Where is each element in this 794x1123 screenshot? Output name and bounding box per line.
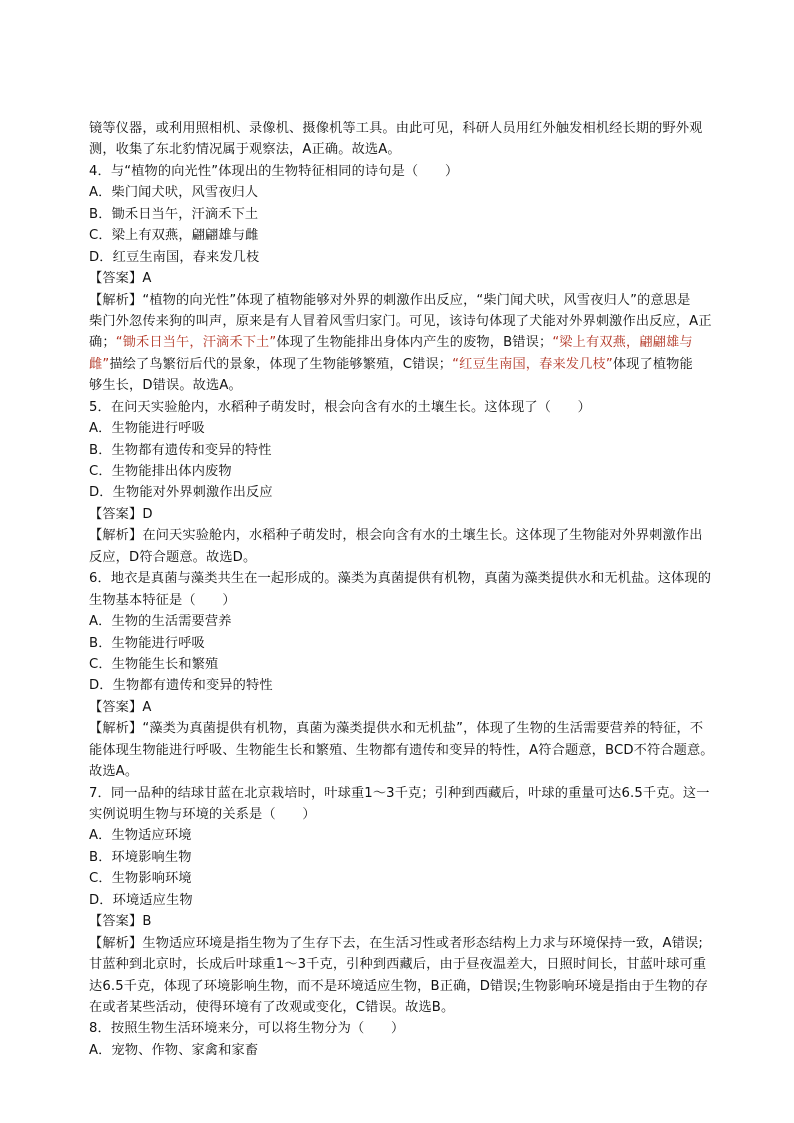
q5-analysis-line-2: 反应，D符合题意。故选D。	[89, 549, 257, 565]
q4-analysis-line-2: 柴门外忽传来狗的叫声，原来是有人冒着风雪归家门。可见，该诗句体现了犬能对外界刺激作出反应，A正	[89, 313, 712, 329]
q5-stem: 5．在问天实验舱内，水稻种子萌发时，根会向含有水的土壤生长。这体现了（ ）	[89, 399, 592, 415]
answer-value: D	[142, 506, 153, 522]
q4-option-a: A．柴门闻犬吠，风雪夜归人	[89, 185, 259, 201]
q7-option-c: C．生物影响环境	[89, 871, 192, 887]
q7-option-b: B．环境影响生物	[89, 849, 192, 865]
q7-analysis-line-3: 达6.5千克，体现了环境影响生物，而不是环境适应生物，B正确，D错误;生物影响环境是指由于生物的存	[89, 978, 709, 994]
analysis-text: 在问天实验舱内，水稻种子萌发时，根会向含有水的土壤生长。这体现了生物能对外界刺激作出	[142, 528, 703, 544]
analysis-text: 生物适应环境是指生物为了生存下去，在生活习性或者形态结构上力求与环境保持一致，A错误;	[142, 935, 703, 951]
analysis-tag: 【解析】	[89, 935, 143, 951]
q5-answer	[89, 504, 725, 525]
analysis-text: “藻类为真菌提供有机物，真菌为藻类提供水和无机盐”，体现了生物的生活需要营养的特征，不	[142, 721, 704, 737]
q6-option-b: B．生物能进行呼吸	[89, 635, 205, 651]
q7-stem-line-2: 实例说明生物与环境的关系是（ ）	[89, 807, 316, 822]
q7-option-d: D．环境适应生物	[89, 892, 193, 908]
q4-analysis-line-4	[89, 354, 725, 375]
q6-analysis-line-1	[89, 718, 725, 739]
answer-value: A	[142, 271, 152, 287]
q6-option-d: D．生物都有遗传和变异的特性	[89, 678, 273, 694]
q4-answer	[89, 268, 725, 289]
poem-quote: 雌”	[89, 356, 110, 372]
q5-option-b: B．生物都有遗传和变异的特性	[89, 442, 272, 458]
answer-tag: 【答案】	[89, 914, 143, 930]
q7-stem-line-1: 7．同一品种的结球甘蓝在北京栽培时，叶球重1～3千克；引种到西藏后，叶球的重量可达6.5千克。这一	[89, 785, 710, 801]
q4-option-c: C．梁上有双燕，翩翩雄与雌	[89, 228, 259, 244]
q4-option-b: B．锄禾日当午，汗滴禾下土	[89, 206, 259, 222]
q4-analysis-line-1	[89, 290, 725, 311]
q6-option-a: A．生物的生活需要营养	[89, 614, 232, 630]
answer-tag: 【答案】	[89, 506, 143, 522]
intro-line-2: 测，收集了东北豹情况属于观察法，A正确。故选A。	[89, 142, 401, 158]
q8-option-a: A．宠物、作物、家禽和家畜	[89, 1042, 259, 1058]
q7-analysis-line-1	[89, 933, 725, 954]
intro-line-1: 镜等仪器，或利用照相机、录像机、摄像机等工具。由此可见，科研人员用红外触发相机经长期的野外观	[89, 121, 703, 136]
analysis-text: 体现了生物能排出身体内产生的废物，B错误；	[276, 335, 553, 351]
q4-stem: 4．与“植物的向光性”体现出的生物特征相同的诗句是（ ）	[89, 163, 459, 179]
q5-option-c: C．生物能排出体内废物	[89, 464, 232, 479]
document-page	[89, 118, 725, 1061]
answer-tag: 【答案】	[89, 271, 143, 287]
q6-analysis-line-3: 故选A。	[89, 764, 139, 780]
q7-analysis-line-2: 甘蓝种到北京时，长成后叶球重1～3千克，引种到西藏后，由于昼夜温差大，日照时间长，甘蓝叶球可重	[89, 957, 707, 973]
poem-quote: “红豆生南国，春来发几枝”	[452, 356, 613, 372]
q4-option-d: D．红豆生南国，春来发几枝	[89, 249, 260, 265]
q6-option-c: C．生物能生长和繁殖	[89, 656, 219, 672]
q4-analysis-line-3	[89, 332, 725, 353]
q7-answer	[89, 911, 725, 932]
q6-stem-line-1: 6．地衣是真菌与藻类共生在一起形成的。藻类为真菌提供有机物，真菌为藻类提供水和无机盐。这体现的	[89, 571, 712, 587]
answer-value: B	[142, 914, 152, 930]
analysis-tag: 【解析】	[89, 292, 143, 308]
analysis-text: “植物的向光性”体现了植物能够对外界的刺激作出反应，“柴门闻犬吠，风雪夜归人”的意思是	[142, 292, 691, 308]
q5-analysis-line-1	[89, 525, 725, 546]
q6-answer	[89, 697, 725, 718]
poem-quote: “锄禾日当午，汗滴禾下土”	[115, 335, 277, 351]
answer-tag: 【答案】	[89, 699, 143, 715]
q5-option-a: A．生物能进行呼吸	[89, 421, 205, 437]
analysis-text: 描绘了鸟繁衍后代的景象，体现了生物能够繁殖，C错误；	[109, 356, 453, 372]
q6-stem-line-2: 生物基本特征是（ ）	[89, 592, 236, 608]
q7-option-a: A．生物适应环境	[89, 828, 192, 844]
q6-analysis-line-2: 能体现生物能进行呼吸、生物能生长和繁殖、生物都有遗传和变异的特性，A符合题意，BCD不符合题意。	[89, 742, 714, 758]
answer-value: A	[142, 699, 152, 715]
q8-stem: 8．按照生物生活环境来分，可以将生物分为（ ）	[89, 1021, 405, 1037]
analysis-text: 体现了植物能	[612, 356, 693, 372]
q7-analysis-line-4: 在或者某些活动，使得环境有了改观或变化，C错误。故选B。	[89, 999, 455, 1015]
q5-option-d: D．生物能对外界刺激作出反应	[89, 485, 273, 501]
analysis-tag: 【解析】	[89, 528, 143, 544]
q4-analysis-line-5: 够生长，D错误。故选A。	[89, 378, 242, 394]
analysis-tag: 【解析】	[89, 721, 143, 737]
poem-quote: “梁上有双燕，翩翩雄与	[552, 335, 693, 351]
analysis-text: 确；	[89, 335, 116, 351]
